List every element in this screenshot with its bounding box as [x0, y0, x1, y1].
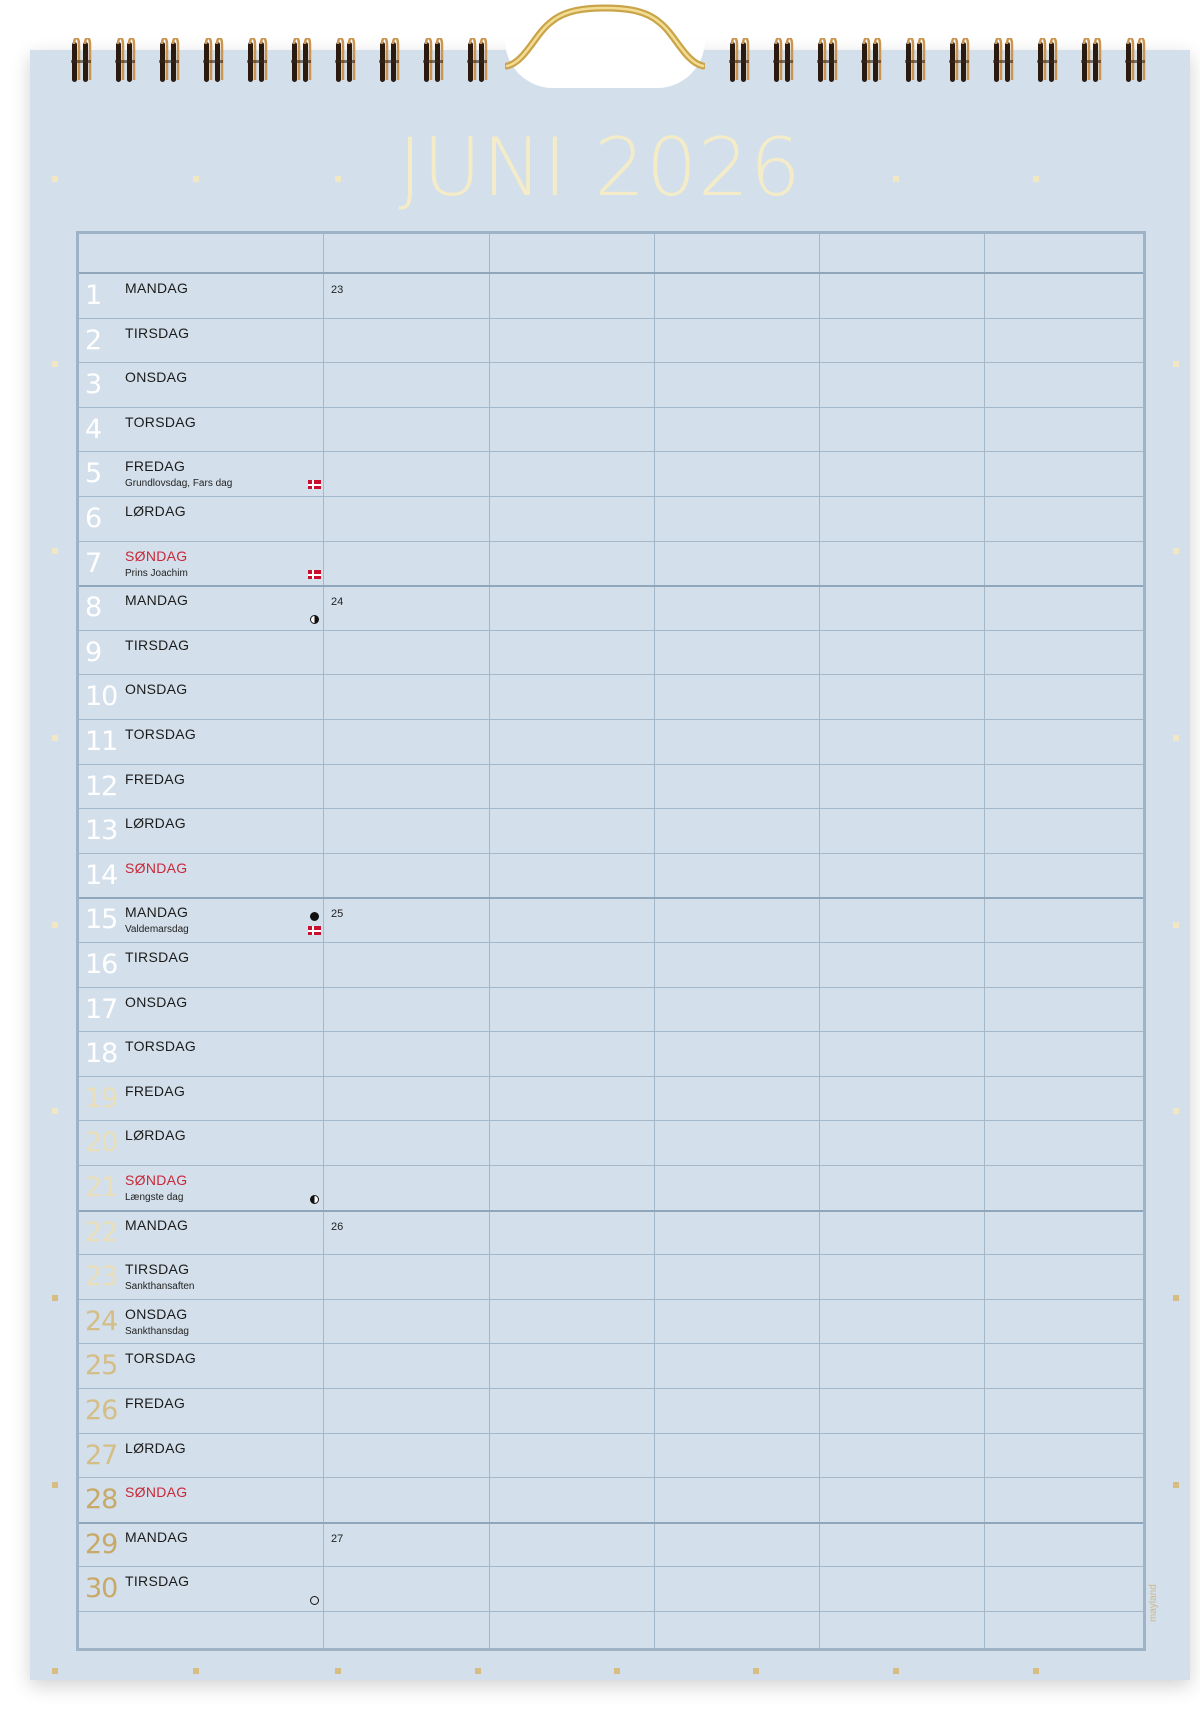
- day-row[interactable]: [79, 898, 1143, 942]
- week-number: 25: [331, 908, 344, 921]
- day-row[interactable]: [79, 274, 1143, 318]
- decor-dot: [52, 1482, 58, 1488]
- weekday-name: SØNDAG: [125, 1172, 188, 1188]
- danish-flag-icon: [308, 926, 321, 935]
- binding-ring: [1080, 38, 1102, 84]
- day-number: 2: [85, 324, 102, 356]
- decor-dot: [52, 922, 58, 928]
- weekday-name: LØRDAG: [125, 1439, 186, 1456]
- day-number: 3: [85, 369, 102, 401]
- binding-ring: [904, 38, 926, 84]
- day-number: 25: [85, 1350, 118, 1382]
- binding-ring: [246, 38, 268, 84]
- day-row[interactable]: [79, 809, 1143, 853]
- moon-phase-new-icon: [310, 912, 319, 921]
- weekday-name: MANDAG: [125, 1528, 189, 1545]
- binding-ring: [992, 38, 1014, 84]
- day-row[interactable]: [79, 1300, 1143, 1344]
- weekday-name: TORSDAG: [125, 413, 197, 430]
- holiday-note: Grundlovsdag, Fars dag: [125, 478, 233, 490]
- hanger-icon: [505, 4, 705, 74]
- decor-dot: [52, 1295, 58, 1301]
- decor-dot: [335, 176, 341, 182]
- day-row[interactable]: [79, 1211, 1143, 1255]
- moon-phase-full-icon: [310, 1596, 319, 1605]
- binding-ring: [860, 38, 882, 84]
- day-row[interactable]: [79, 854, 1143, 898]
- binding-ring: [158, 38, 180, 84]
- weekday-name: TIRSDAG: [125, 1261, 190, 1278]
- holiday-note: Prins Joachim: [125, 567, 188, 579]
- binding-ring: [290, 38, 312, 84]
- day-row[interactable]: [79, 319, 1143, 363]
- day-row[interactable]: [79, 675, 1143, 719]
- day-number: 24: [85, 1305, 118, 1337]
- weekday-name: TORSDAG: [125, 1038, 197, 1055]
- weekday-name: TIRSDAG: [125, 636, 190, 653]
- binding-ring: [728, 38, 750, 84]
- decor-dot: [52, 361, 58, 367]
- day-row[interactable]: [79, 497, 1143, 541]
- day-row[interactable]: [79, 1344, 1143, 1388]
- decor-dot: [1173, 1482, 1179, 1488]
- binding-ring: [378, 38, 400, 84]
- danish-flag-icon: [308, 570, 321, 579]
- day-number: 14: [85, 859, 118, 891]
- decor-dot: [1173, 1108, 1179, 1114]
- decor-dot: [193, 1668, 199, 1674]
- decor-dot: [193, 176, 199, 182]
- day-row[interactable]: [79, 542, 1143, 586]
- weekday-name: SØNDAG: [125, 1484, 188, 1501]
- day-row[interactable]: [79, 1434, 1143, 1478]
- week-number: 26: [331, 1220, 344, 1233]
- decor-dot: [52, 176, 58, 182]
- danish-flag-icon: [308, 480, 321, 489]
- binding-ring: [70, 38, 92, 84]
- day-number: 16: [85, 949, 118, 980]
- weekday-name: MANDAG: [125, 280, 189, 296]
- row-divider: [79, 1611, 1143, 1612]
- decor-dot: [1033, 176, 1039, 182]
- day-row[interactable]: [79, 1255, 1143, 1299]
- day-number: 19: [85, 1082, 118, 1114]
- day-row[interactable]: [79, 586, 1143, 630]
- binding-ring: [816, 38, 838, 84]
- weekday-name: LØRDAG: [125, 1127, 186, 1144]
- day-number: 12: [85, 770, 118, 802]
- day-row[interactable]: [79, 720, 1143, 764]
- decor-dot: [893, 176, 899, 182]
- decor-dot: [1173, 548, 1179, 554]
- brand-logo: mayland: [1148, 1584, 1159, 1622]
- day-number: 11: [85, 726, 118, 757]
- holiday-note: Sankthansaften: [125, 1281, 195, 1293]
- day-row[interactable]: [79, 1478, 1143, 1522]
- weekday-name: FREDAG: [125, 458, 186, 475]
- binding-ring: [948, 38, 970, 84]
- week-number: 24: [331, 596, 344, 609]
- day-number: 22: [85, 1216, 118, 1248]
- decor-dot: [52, 735, 58, 741]
- day-row[interactable]: [79, 1121, 1143, 1165]
- decor-dot: [475, 1668, 481, 1674]
- weekday-name: FREDAG: [125, 770, 186, 787]
- day-row[interactable]: [79, 1032, 1143, 1076]
- decor-dot: [1033, 1668, 1039, 1674]
- binding-ring: [114, 38, 136, 84]
- day-row[interactable]: [79, 1567, 1143, 1611]
- decor-dot: [893, 1668, 899, 1674]
- weekday-name: ONSDAG: [125, 681, 188, 698]
- day-number: 20: [85, 1127, 118, 1159]
- weekday-name: ONSDAG: [125, 369, 188, 386]
- weekday-name: SØNDAG: [125, 547, 188, 564]
- weekday-name: SØNDAG: [125, 859, 188, 876]
- decor-dot: [335, 1668, 341, 1674]
- day-row[interactable]: [79, 1523, 1143, 1567]
- day-number: 13: [85, 815, 118, 847]
- day-number: 27: [85, 1439, 118, 1471]
- weekday-name: LØRDAG: [125, 815, 186, 832]
- calendar-grid: [76, 231, 1146, 1651]
- day-number: 28: [85, 1484, 118, 1516]
- weekday-name: LØRDAG: [125, 503, 186, 519]
- weekday-name: MANDAG: [125, 592, 189, 609]
- binding-ring: [422, 38, 444, 84]
- day-number: 30: [85, 1573, 118, 1605]
- holiday-note: Længste dag: [125, 1192, 184, 1203]
- day-row[interactable]: [79, 631, 1143, 675]
- day-number: 5: [85, 458, 102, 490]
- day-row[interactable]: [79, 765, 1143, 809]
- weekday-name: TORSDAG: [125, 726, 197, 742]
- decor-dot: [52, 1108, 58, 1114]
- weekday-name: TIRSDAG: [125, 1573, 190, 1590]
- day-number: 1: [85, 280, 102, 311]
- weekday-name: FREDAG: [125, 1395, 186, 1411]
- decor-dot: [614, 1668, 620, 1674]
- binding-ring: [772, 38, 794, 84]
- day-number: 18: [85, 1038, 118, 1070]
- binding-ring: [1036, 38, 1058, 84]
- binding-ring: [466, 38, 488, 84]
- decor-dot: [52, 548, 58, 554]
- day-row[interactable]: [79, 363, 1143, 407]
- day-number: 6: [85, 503, 102, 534]
- decor-dot: [1173, 922, 1179, 928]
- day-number: 8: [85, 592, 102, 624]
- decor-dot: [1173, 361, 1179, 367]
- moon-phase-last-icon: [310, 615, 319, 624]
- day-row[interactable]: [79, 943, 1143, 987]
- day-number: 10: [85, 681, 118, 713]
- day-number: 15: [85, 904, 118, 936]
- binding-ring: [1124, 38, 1146, 84]
- decor-dot: [753, 1668, 759, 1674]
- weekday-name: TIRSDAG: [125, 324, 190, 341]
- week-number: 27: [331, 1532, 344, 1545]
- weekday-name: MANDAG: [125, 904, 189, 921]
- weekday-name: TORSDAG: [125, 1350, 197, 1367]
- day-number: 26: [85, 1395, 118, 1426]
- month-title: JUNI 2026: [398, 121, 802, 214]
- weekday-name: ONSDAG: [125, 993, 188, 1010]
- weekday-name: MANDAG: [125, 1216, 189, 1233]
- decor-dot: [1173, 1295, 1179, 1301]
- holiday-note: Valdemarsdag: [125, 924, 189, 936]
- day-row[interactable]: [79, 408, 1143, 452]
- decor-dot: [52, 1668, 58, 1674]
- day-number: 7: [85, 547, 102, 579]
- moon-phase-first-icon: [310, 1195, 319, 1204]
- day-number: 17: [85, 993, 118, 1025]
- day-row[interactable]: [79, 452, 1143, 496]
- day-row[interactable]: [79, 1166, 1143, 1210]
- binding-ring: [334, 38, 356, 84]
- day-number: 9: [85, 636, 102, 668]
- decor-dot: [1173, 735, 1179, 741]
- weekday-name: FREDAG: [125, 1082, 186, 1099]
- day-row[interactable]: [79, 988, 1143, 1032]
- weekday-name: TIRSDAG: [125, 949, 190, 965]
- holiday-note: Sankthansdag: [125, 1325, 189, 1337]
- day-number: 23: [85, 1261, 118, 1293]
- binding-ring: [202, 38, 224, 84]
- day-row[interactable]: [79, 1077, 1143, 1121]
- day-number: 4: [85, 413, 102, 445]
- day-row[interactable]: [79, 1389, 1143, 1433]
- weekday-name: ONSDAG: [125, 1305, 188, 1322]
- week-number: 23: [331, 284, 344, 296]
- day-number: 29: [85, 1528, 118, 1560]
- day-number: 21: [85, 1172, 118, 1203]
